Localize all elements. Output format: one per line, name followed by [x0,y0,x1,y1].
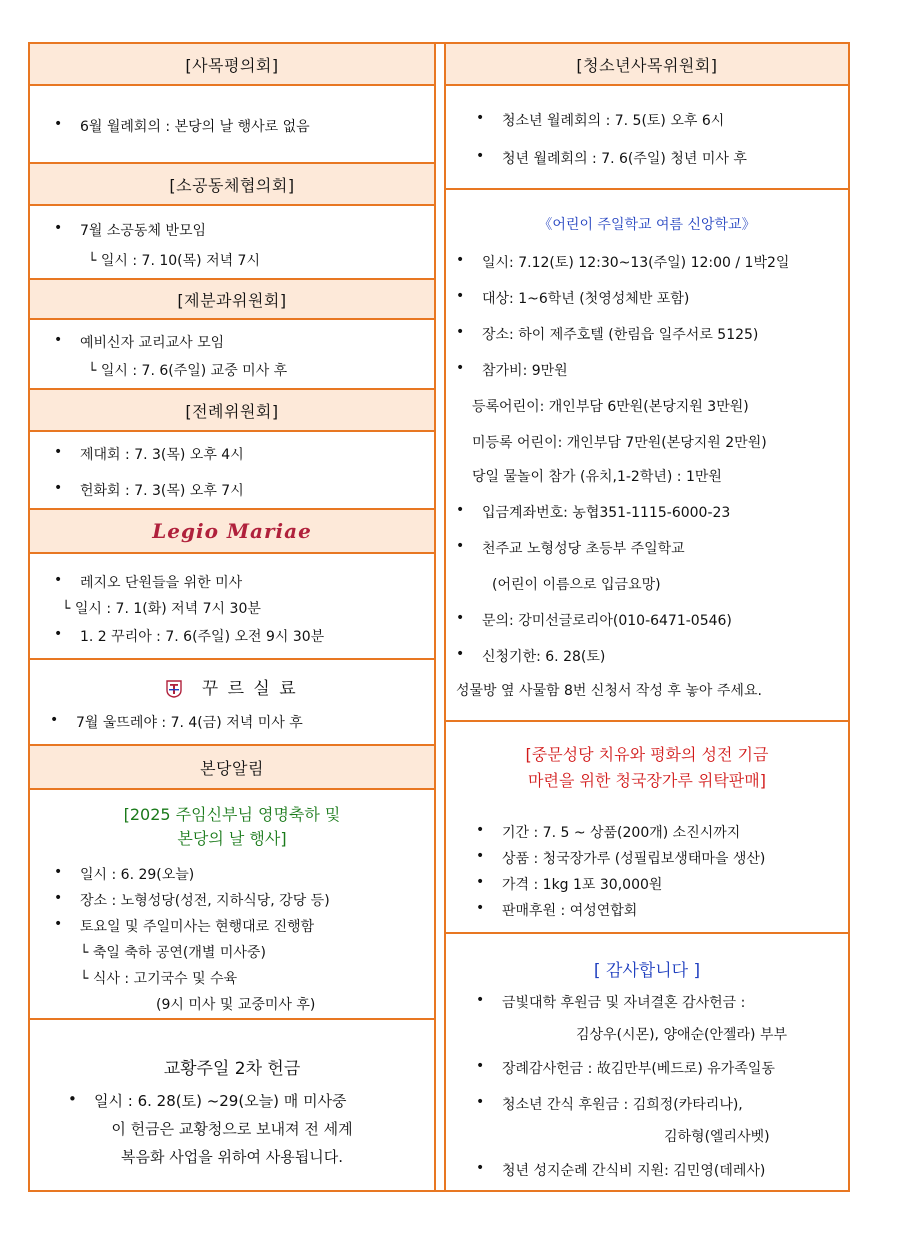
legio-section [30,554,434,658]
school-holder: • 천주교 노형성당 초등부 주일학교 [482,538,685,558]
jeonrye-header [30,388,434,432]
school-note: 성물방 옆 사물함 8번 신청서 작성 후 놓아 주세요. [456,683,762,699]
notice-title: 본당알림 [200,758,264,778]
cursillo-section [30,660,434,744]
school-holder-note: (어린이 이름으로 입금요망) [492,577,661,593]
legio-header [30,508,434,554]
jebun-title: [제분과위원회] [177,290,287,310]
youth-item-2: • 청년 월례회의 : 7. 6(주일) 청년 미사 후 [502,148,747,168]
notice-sub-1: └ 축일 축하 공연(개별 미사중) [80,945,266,961]
sale-heading-2: 마련을 위한 청국장가루 위탁판매] [528,771,766,790]
notice-section [30,790,434,1018]
papal-line-3: 복음화 사업을 위하여 사용됩니다. [121,1148,343,1166]
samok-title: [사목평의회] [185,55,279,75]
legio-sub-1: └ 일시 : 7. 1(화) 저녁 7시 30분 [62,601,261,617]
cursillo-title: 꾸 르 실 료 [201,679,298,699]
thanks-item-3b: 김하형(엘리사벳) [664,1129,770,1145]
notice-subnote: (9시 미사 및 교중미사 후) [156,997,316,1013]
sogongdong-section [30,206,434,278]
notice-sub-2: └ 식사 : 고기국수 및 수육 [80,971,238,987]
sale-item-2: • 상품 : 청국장가루 (성필립보생태마을 생산) [502,848,765,868]
thanks-heading: [ 감사합니다 ] [593,961,701,981]
cursillo-emblem-icon [166,680,182,698]
youth-item-1: • 청소년 월례회의 : 7. 5(토) 오후 6시 [502,110,724,130]
school-contact: • 문의: 강미선글로리아(010-6471-0546) [482,610,732,630]
school-item-4: • 참가비: 9만원 [482,360,568,380]
notice-item-2: • 장소 : 노형성당(성전, 지하식당, 강당 등) [80,890,330,910]
thanks-item-1b: 김상우(시몬), 양애순(안젤라) 부부 [576,1027,788,1043]
school-fee-1: 등록어린이: 개인부담 6만원(본당지원 3만원) [472,399,749,415]
legio-item-1: • 레지오 단원들을 위한 미사 [80,572,242,592]
notice-heading-1: [2025 주임신부님 영명축하 및 [123,805,341,824]
sale-item-1: • 기간 : 7. 5 ~ 상품(200개) 소진시까지 [502,822,740,842]
cursillo-item: • 7월 울뜨레야 : 7. 4(금) 저녁 미사 후 [76,712,303,732]
papal-line-1: • 일시 : 6. 28(토) ~29(오늘) 매 미사중 [94,1090,347,1111]
jeonrye-item-1: • 제대회 : 7. 3(목) 오후 4시 [80,444,244,464]
jebun-section [30,320,434,388]
school-heading: 《어린이 주일학교 여름 신앙학교》 [538,217,756,233]
samok-item: • 6월 월례회의 : 본당의 날 행사로 없음 [80,116,310,136]
jeonrye-section [30,432,434,508]
sale-item-4: • 판매후원 : 여성연합회 [502,900,637,920]
school-account: • 입금계좌번호: 농협351-1115-6000-23 [482,502,730,522]
bulletin-frame [28,42,850,1192]
youth-title: [청소년사목위원회] [576,55,718,75]
sogongdong-title: [소공동체협의회] [169,175,295,195]
school-item-2: • 대상: 1~6학년 (첫영성체반 포함) [482,288,689,308]
sogongdong-item: • 7월 소공동체 반모임 [80,220,206,240]
papal-section [30,1020,434,1190]
jeonrye-title: [전례위원회] [185,401,279,421]
youth-section [446,86,848,188]
jebun-item: • 예비신자 교리교사 모임 [80,332,224,352]
youth-header [446,44,848,86]
papal-line-2: 이 헌금은 교황청으로 보내져 전 세계 [111,1120,353,1138]
notice-heading-2: 본당의 날 행사] [177,829,287,848]
notice-item-1: • 일시 : 6. 29(오늘) [80,864,194,884]
sogongdong-sub: └ 일시 : 7. 10(목) 저녁 7시 [88,253,260,269]
sale-item-3: • 가격 : 1kg 1포 30,000원 [502,874,662,894]
school-fee-3: 당일 물놀이 참가 (유치,1-2학년) : 1만원 [472,469,722,485]
thanks-item-1: • 금빛대학 후원금 및 자녀결혼 감사헌금 : [502,992,745,1012]
sale-section [446,722,848,932]
school-item-3: • 장소: 하이 제주호텔 (한림읍 일주서로 5125) [482,324,758,344]
jeonrye-item-2: • 헌화회 : 7. 3(목) 오후 7시 [80,480,244,500]
cursillo-title-row [30,674,434,699]
left-column [30,44,436,1190]
samok-header [30,44,434,86]
papal-title: 교황주일 2차 헌금 [163,1059,301,1079]
thanks-item-4: • 청년 성지순례 간식비 지원: 김민영(데레사) [502,1160,765,1180]
legio-mariae-title: Legio Mariae [152,519,312,543]
school-item-1: • 일시: 7.12(토) 12:30~13(주일) 12:00 / 1박2일 [482,252,789,272]
sale-heading-1: [중문성당 치유와 평화의 성전 기금 [525,745,769,764]
notice-item-3: • 토요일 및 주일미사는 현행대로 진행함 [80,916,314,936]
school-deadline: • 신청기한: 6. 28(토) [482,646,605,666]
thanks-item-2: • 장례감사헌금 : 故김만부(베드로) 유가족일동 [502,1058,775,1078]
jebun-sub: └ 일시 : 7. 6(주일) 교중 미사 후 [88,363,288,379]
summer-school-section [446,190,848,720]
thanks-section [446,934,848,1190]
samok-section [30,86,434,162]
right-column [444,44,848,1190]
legio-item-2: • 1. 2 꾸리아 : 7. 6(주일) 오전 9시 30분 [80,626,324,646]
thanks-item-3: • 청소년 간식 후원금 : 김희정(카타리나), [502,1094,743,1114]
jebun-header [30,278,434,320]
school-fee-2: 미등록 어린이: 개인부담 7만원(본당지원 2만원) [472,435,767,451]
notice-header [30,744,434,790]
sogongdong-header [30,162,434,206]
